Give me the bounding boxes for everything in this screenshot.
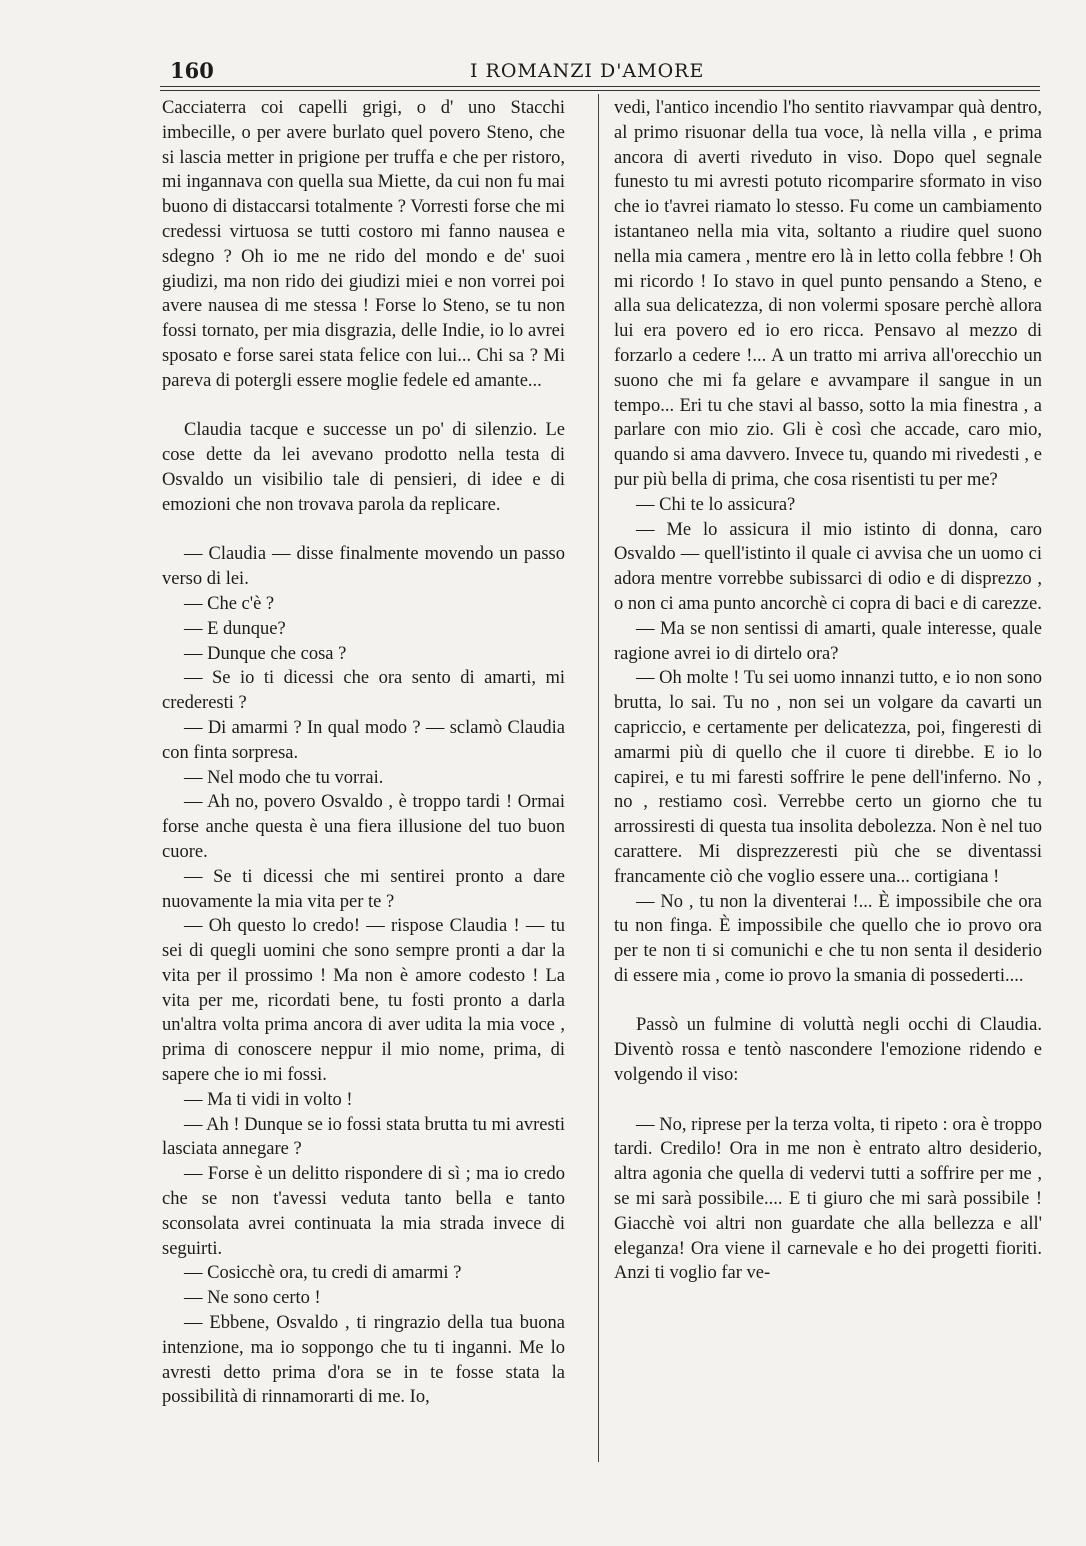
header-rule-thin — [160, 90, 1040, 91]
paragraph: — Ebbene, Osvaldo , ti ringrazio della tua buona intenzione, ma io soppongo che tu ti inganni. Me lo avresti detto prima d'ora se in te fosse stata la possibilità di rinnamorarti di me. Io, — [162, 1313, 565, 1408]
paragraph: — Di amarmi ? In qual modo ? — sclamò Claudia con finta sorpresa. — [162, 717, 565, 763]
paragraph: — Cosicchè ora, tu credi di amarmi ? — [184, 1263, 462, 1284]
paragraph: — Forse è un delitto rispondere di sì ; ma io credo che se non t'avessi veduta tanto bella e tanto sconsolata avrei continuata la mia strada invece di seguirti. — [162, 1164, 565, 1259]
paragraph: — Ah ! Dunque se io fossi stata brutta tu mi avresti lasciata annegare ? — [162, 1114, 565, 1160]
paragraph: — Oh questo lo credo! — rispose Claudia ! — tu sei di quegli uomini che sono sempre pronti a dar la vita per il prossimo ! Ma non è amore codesto ! La vita per me, ricordati bene, tu fosti pronto a darla un'altra volta prima ancora di aver udita la mia voce , prima di conoscere neppur il mio nome, prima, di sapere che io mi fossi. — [162, 916, 565, 1086]
paragraph: — Ma ti vidi in volto ! — [184, 1089, 353, 1110]
right-column — [614, 96, 1042, 1286]
paragraph: — E dunque? — [184, 618, 286, 639]
paragraph: — Se ti dicessi che mi sentirei pronto a dare nuovamente la mia vita per te ? — [162, 866, 565, 912]
paragraph: — No, riprese per la terza volta, ti ripeto : ora è troppo tardi. Credilo! Ora in me non è entrato altro desiderio, altra agonia che quella di vedervi tutti a soffrire per me , se mi sarà possibile.... E ti giuro che mi sarà possibile ! Giacchè voi altri non guardate che alla bellezza e all' eleganza! Ora viene il carnevale e ho dei progetti fioriti. Anzi ti voglio far ve- — [614, 1114, 1042, 1284]
paragraph: — Claudia — disse finalmente movendo un passo verso di lei. — [162, 544, 565, 590]
paragraph: Claudia tacque e successe un po' di silenzio. Le cose dette da lei avevano prodotto nella testa di Osvaldo un visibilio tale di pensieri, di idee e di emozioni che non trovava parola da replicare. — [162, 420, 565, 515]
paragraph: — Ma se non sentissi di amarti, quale interesse, quale ragione avrei io di dirtelo ora? — [614, 618, 1042, 664]
paragraph: — Nel modo che tu vorrai. — [184, 767, 384, 788]
paragraph: — Chi te lo assicura? — [636, 494, 796, 515]
paragraph: — Me lo assicura il mio istinto di donna, caro Osvaldo — quell'istinto il quale ci avvisa che un uomo ci adora mentre vorrebbe subissarci di odio e di disprezzo , o non ci ama punto ancorchè ci copra di baci e di carezze. — [614, 519, 1042, 614]
page-number: 160 — [170, 58, 214, 83]
paragraph: — Dunque che cosa ? — [184, 643, 347, 664]
paragraph: — No , tu non la diventerai !... È impossibile che ora tu non finga. È impossibile che quello che io provo ora per te non ti si comunichi e che tu non senta il desiderio di essere mia , come io provo la smania di possederti.... — [614, 891, 1042, 986]
paragraph: vedi, l'antico incendio l'ho sentito riavvampar quà dentro, al primo risuonar della tua voce, là nella villa , e prima ancora di averti riveduto in viso. Dopo quel segnale funesto tu mi avresti potuto ricomparire sformato in viso che io t'avrei riamato lo stesso. Fu come un cambiamento istantaneo nella mia vita, soltanto a riudire quel suono nella mia camera , mentre ero là in letto colla febbre ! Oh mi ricordo ! Io stavo in quel punto pensando a Steno, e alla sua delicatezza, di non volermi sposare perchè allora lui era povero ed io ero ricca. Pensavo al mezzo di forzarlo a cedere !... A un tratto mi arriva all'orecchio un suono che mi fa gelare e avvampare il sangue in un tempo... Eri tu che stavi al basso, sotto la mia finestra , a parlare con mio zio. Gli è così che accade, caro mio, quando si ama davvero. Invece tu, quando mi rivedesti , e pur più bella di prima, che cosa risentisti tu per me? — [614, 98, 1042, 490]
column-divider — [598, 94, 599, 1462]
paragraph: — Ah no, povero Osvaldo , è troppo tardi ! Ormai forse anche questa è una fiera illusione del tuo buon cuore. — [162, 792, 565, 862]
running-title: I ROMANZI D'AMORE — [470, 60, 705, 82]
paragraph: Cacciaterra coi capelli grigi, o d' uno Stacchi imbecille, o per avere burlato quel povero Steno, che si lascia metter in prigione per truffa e che per ristoro, mi ingannava con quella sua Miette, da cui non fu mai buono di distaccarsi totalmente ? Vorresti forse che mi credessi virtuosa se tutti costoro mi fanno nausea e sdegno ? Oh io me ne rido del mondo e de' suoi giudizi, ma non rido dei giudizi miei e non vorrei poi avere nausea di me stessa ! Forse lo Steno, se tu non fossi tornato, per mia disgrazia, delle Indie, io lo avrei sposato e forse sarei stata felice con lui... Chi sa ? Mi pareva di potergli essere moglie fedele ed amante... — [162, 98, 565, 391]
paragraph: — Oh molte ! Tu sei uomo innanzi tutto, e io non sono brutta, lo sai. Tu no , non sei un volgare da cavarti un capriccio, e certamente per delicatezza, poi, fingeresti di amarmi più di quello che il cuore ti direbbe. E io lo capirei, e tu mi faresti soffrire le pene dell'inferno. No , no , restiamo così. Verrebbe certo un giorno che tu arrossiresti di questa tua insolita debolezza. Non è nel tuo carattere. Mi disprezzeresti più che se diventassi francamente ciò che voglio essere una... cortigiana ! — [614, 668, 1042, 887]
paragraph: Passò un fulmine di voluttà negli occhi di Claudia. Diventò rossa e tentò nascondere l'emozione ridendo e volgendo il viso: — [614, 1015, 1042, 1086]
paragraph: — Se io ti dicessi che ora sento di amarti, mi crederesti ? — [162, 668, 565, 714]
paragraph: — Ne sono certo ! — [184, 1288, 321, 1309]
header-rule — [160, 86, 1040, 87]
paragraph: — Che c'è ? — [184, 593, 275, 614]
left-column — [162, 96, 565, 1410]
